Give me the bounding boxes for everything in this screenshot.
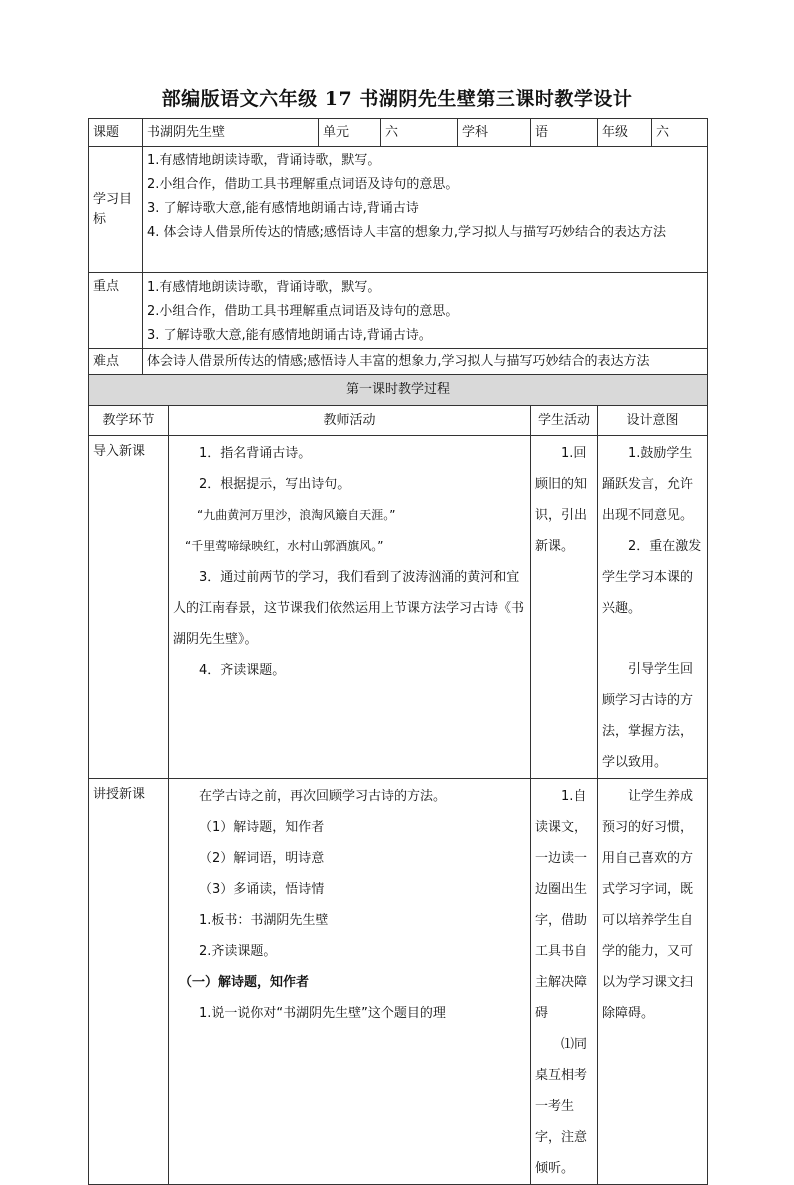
lecture-intent	[598, 779, 708, 1185]
goals-content	[143, 147, 708, 273]
process-title-row	[89, 375, 708, 406]
intro-student-text: 1.回顾旧的知识，引出新课。	[535, 446, 588, 554]
goals-label: 学习目标	[89, 147, 143, 273]
intro-teacher-line: 1．指名背诵古诗。	[199, 446, 312, 461]
header-intent: 设计意图	[598, 406, 708, 436]
focus-content	[143, 273, 708, 349]
intro-teacher-line: 4．齐读课题。	[199, 663, 286, 678]
nianji-label: 年级	[598, 119, 652, 147]
lecture-teacher-line: 1.说一说你对“书湖阴先生壁”这个题目的理	[199, 1006, 446, 1021]
intro-stage: 导入新课	[89, 436, 169, 779]
intro-teacher-line: “九曲黄河万里沙，浪淘风簸自天涯。”	[197, 508, 396, 522]
lecture-intent-text: 让学生养成预习的好习惯，用自己喜欢的方式学习字词，既可以培养学生自学的能力，又可以为学习课文扫除障碍。	[602, 789, 694, 1021]
intro-teacher-line: 3．通过前两节的学习，我们看到了波涛汹涌的黄河和宜人的江南春景，这节课我们依然运用上节课方法学习古诗《书湖阴先生壁》。	[173, 570, 525, 647]
focus-row	[89, 273, 708, 349]
header-row	[89, 406, 708, 436]
nianji-value: 六	[652, 119, 708, 147]
difficulty-row	[89, 349, 708, 375]
intro-intent	[598, 436, 708, 779]
lesson-plan-table	[88, 118, 708, 1185]
goal-item: 1.有感情地朗读诗歌，背诵诗歌，默写。	[147, 153, 381, 168]
lecture-teacher-line: （2）解词语，明诗意	[199, 851, 325, 866]
lecture-teacher-line: （3）多诵读，悟诗情	[199, 882, 325, 897]
xueke-value: 语	[531, 119, 598, 147]
difficulty-text: 体会诗人借景所传达的情感;感悟诗人丰富的想象力,学习拟人与描写巧妙结合的表达方法	[143, 349, 708, 375]
focus-item: 2.小组合作，借助工具书理解重点词语及诗句的意思。	[147, 304, 459, 319]
danyuan-value: 六	[381, 119, 458, 147]
focus-item: 1.有感情地朗读诗歌，背诵诗歌，默写。	[147, 280, 381, 295]
intro-row	[89, 436, 708, 779]
lecture-teacher-line: （1）解诗题，知作者	[199, 820, 325, 835]
goal-item: 3. 了解诗歌大意,能有感情地朗诵古诗,背诵古诗	[147, 201, 419, 216]
intro-intent-line: 1.鼓励学生踊跃发言，允许出现不同意见。	[602, 446, 694, 523]
info-row	[89, 119, 708, 147]
intro-teacher-line: 2．根据提示，写出诗句。	[199, 477, 351, 492]
lecture-teacher-line: 在学古诗之前，再次回顾学习古诗的方法。	[199, 789, 447, 804]
goals-row	[89, 147, 708, 273]
keti-label: 课题	[89, 119, 143, 147]
focus-item: 3. 了解诗歌大意,能有感情地朗诵古诗,背诵古诗。	[147, 328, 432, 343]
lecture-teacher-line: 2.齐读课题。	[199, 944, 277, 959]
lecture-stage: 讲授新课	[89, 779, 169, 1185]
header-teacher: 教师活动	[169, 406, 531, 436]
lecture-teacher-heading: （一）解诗题，知作者	[179, 975, 310, 990]
intro-student	[531, 436, 598, 779]
document-title: 部编版语文六年级 17 书湖阴先生壁第三课时教学设计	[161, 88, 633, 110]
lecture-student-line: ⑴同桌互相考一考生字，注意倾听。	[535, 1037, 588, 1176]
intro-intent-line: 2．重在激发学生学习本课的兴趣。	[602, 539, 702, 616]
focus-label: 重点	[89, 273, 143, 349]
goal-item: 2.小组合作，借助工具书理解重点词语及诗句的意思。	[147, 177, 459, 192]
xueke-label: 学科	[458, 119, 531, 147]
intro-teacher-line: “千里莺啼绿映红，水村山郭酒旗风。”	[185, 539, 384, 553]
header-student: 学生活动	[531, 406, 598, 436]
lecture-student	[531, 779, 598, 1185]
keti-value: 书湖阴先生壁	[143, 119, 319, 147]
lecture-teacher-line: 1.板书：书湖阴先生壁	[199, 913, 329, 928]
lecture-student-line: 1.自读课文，一边读一边圈出生字，借助工具书自主解决障碍	[535, 789, 588, 1021]
danyuan-label: 单元	[319, 119, 381, 147]
difficulty-label: 难点	[89, 349, 143, 375]
lecture-teacher	[169, 779, 531, 1185]
lecture-row	[89, 779, 708, 1185]
header-stage: 教学环节	[89, 406, 169, 436]
intro-intent-line: 引导学生回顾学习古诗的方法，掌握方法，学以致用。	[602, 662, 694, 770]
process-title: 第一课时教学过程	[89, 375, 708, 406]
goal-item: 4. 体会诗人借景所传达的情感;感悟诗人丰富的想象力,学习拟人与描写巧妙结合的表达方法	[147, 225, 667, 240]
intro-teacher	[169, 436, 531, 779]
